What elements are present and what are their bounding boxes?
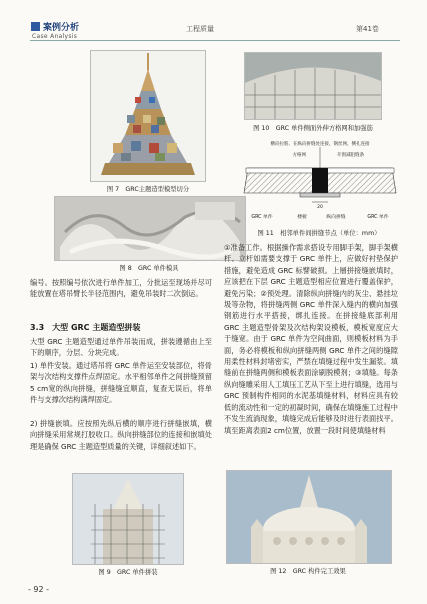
figure-7-caption: 图 7 GRC主题造型模型切分 xyxy=(106,186,190,193)
diagram-bar-label: 方格网 xyxy=(292,153,306,158)
figure-11-caption: 图 11 相邻单件间拼缝节点（单位：mm） xyxy=(257,230,381,237)
diagram-label-formwork: 楼板 xyxy=(297,215,307,220)
section-marker-icon xyxy=(31,22,40,31)
right-paragraph-1: ①准备工作。根据操作需求搭设专用脚手架，脚手架横杆、立杆如需要支撑于 GRC 单件上，应做好衬垫保护措施，避免造成 GRC 标譬破损。上層拼接缝嵌填时，应该把在下层 GRC 主题造型相应位置进行覆盖保护，避免污染；②预处理。清除纵向拼缝内的灰尘、悬挂垃圾等杂物，将拼缝两侧 GRC 单件深入缝内的横向加强钢筋进行水平搭接，绑扎连接。在拼接缝底部利用 GRC 主题造型骨架及次结构架设模板，模板宽度应大于缝宽。由于 GRC 单件为空间曲面，则模板材料为手面，务必将模板和纵向拼缝两侧 GRC 单件之间的缝隙用柔性材料封堵密实，严禁在填缝过程中发生漏浆。填缝前在拼缝两侧和模板表面涂刷脱模剂；③填缝。每条纵向缝雕采用人工填压工艺从下至上进行填缝，选用与 GRC 预制构件相同的水泥基填缝材料，材料应具有较低的流动性和一定的初凝时间，确保在填缝施工过程中不发生流淌现象，填缝完成后能够及时进行表面找平。填至距离表面2 cm位置，放置一段时间使填缝材料 xyxy=(224,243,398,435)
figure-12-caption: 图 12 GRC 构件完工效果 xyxy=(270,568,346,575)
diagram-label-grc-left: GRC 单件 xyxy=(251,215,273,220)
figure-10-caption: 图 10 GRC 单件侧面外伸方格网和加强筋 xyxy=(253,125,373,132)
figure-9-caption: 图 9 GRC 单件拼装 xyxy=(98,569,158,576)
figure-12-image xyxy=(226,470,392,564)
diagram-top-note: 横向拉筋、在纵向拼缝处连接、钢丝网、侧孔连接 xyxy=(270,142,370,147)
figure-10-image xyxy=(244,52,382,120)
diagram-right-label: 开窗减阻缝条 xyxy=(337,153,364,158)
left-paragraph-4: 2) 拼缝嵌填。应按照先纵后横的顺序进行拼缝嵌填，横向拼缝采用常规打胶收口。纵向拼缝部位的连接和嵌填处理是确保 GRC 主题造型质量的关键，详细叙述如下。 xyxy=(30,419,212,451)
figure-11-diagram xyxy=(240,138,400,228)
figure-8-image xyxy=(54,196,246,261)
volume-label: 第41卷 xyxy=(356,25,379,33)
left-paragraph-3: 1) 单件安装。通过塔吊将 GRC 单件运至安装部位，将骨架与次结构支撑件点焊固定。水平相邻单件之间拼缝预留5 cm宽的纵向拼缝，拼缝缝宜顺直，复查无误后，将单件与支撑次结构满焊固定。 xyxy=(30,361,212,405)
figure-7-image xyxy=(90,50,206,182)
diagram-dimension: 20 xyxy=(317,205,323,210)
left-paragraph-2: 大型 GRC 主题造型通过单件吊装而成，拼装遵循由上至下的顺序，分层、分块完成。 xyxy=(30,337,212,358)
page-number: - 92 - xyxy=(28,585,50,594)
diagram-label-seam: 纵向拼缝 xyxy=(326,215,346,220)
figure-8-caption: 图 8 GRC 单件模具 xyxy=(119,265,179,272)
figure-9-image xyxy=(72,473,184,565)
diagram-label-grc-right: GRC 单件 xyxy=(367,215,389,220)
header-rule xyxy=(30,22,400,41)
section-subtitle: Case Analysis xyxy=(32,33,78,40)
section-title: 案例分析 xyxy=(43,23,80,33)
left-paragraph-1: 编号。按照编号依次进行单件加工，分批运至现场并尽可能放置在塔吊臂长半径范围内，避免吊装时二次倒运。 xyxy=(30,278,212,299)
section-heading-3-3: 3.3 大型 GRC 主题造型拼装 xyxy=(30,323,141,332)
journal-name: 工程质量 xyxy=(186,25,214,33)
